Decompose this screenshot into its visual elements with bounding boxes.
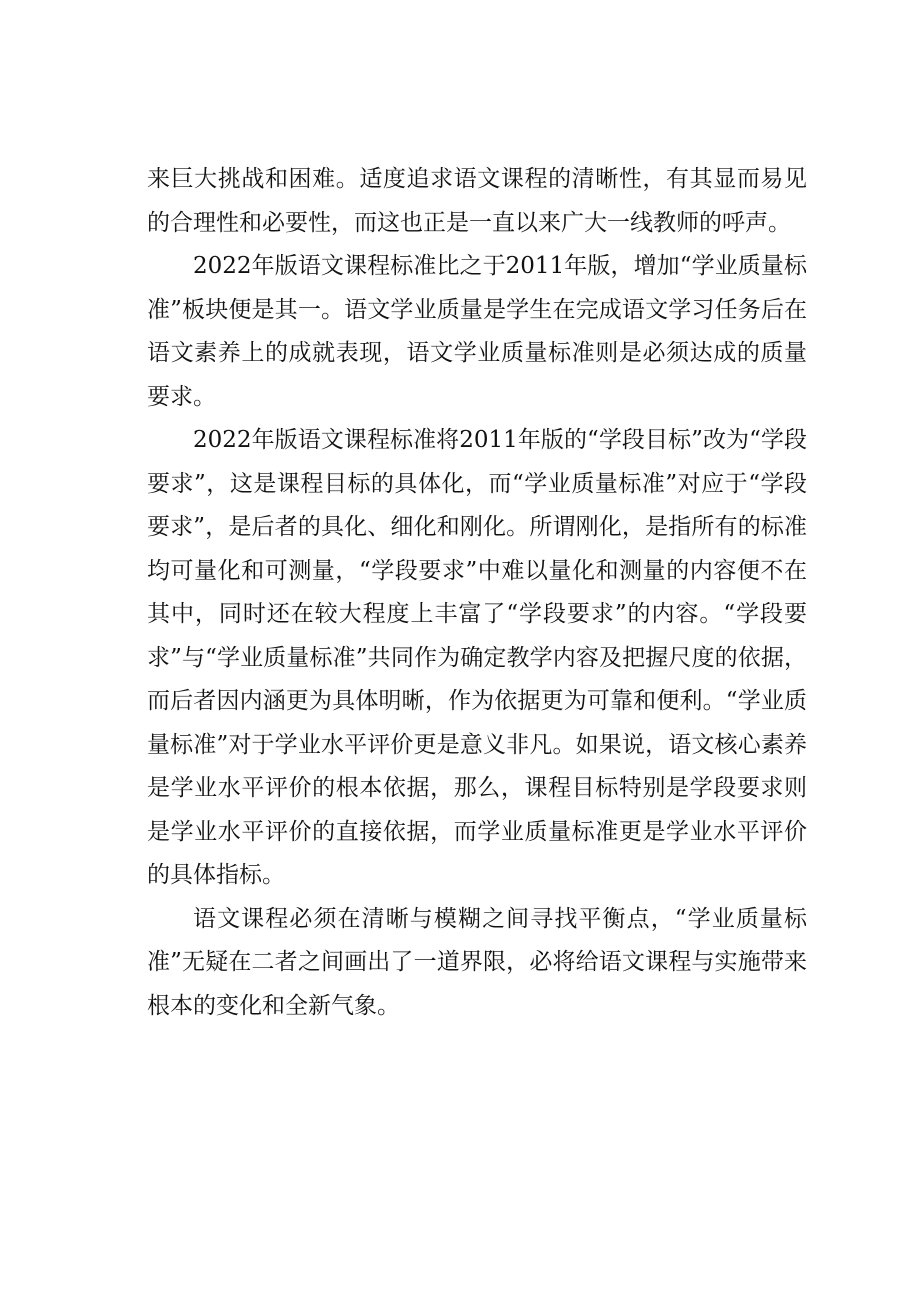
document-page bbox=[147, 158, 807, 1028]
paragraph-2: 2022年版语文课程标准比之于2011年版，增加“学业质量标准”板块便是其一。语文学业质量是学生在完成语文学习任务后在语文素养上的成就表现，语文学业质量标准则是必须达成的质量要求。 bbox=[147, 253, 807, 410]
paragraph-4: 语文课程必须在清晰与模糊之间寻找平衡点，“学业质量标准”无疑在二者之间画出了一道界限，必将给语文课程与实施带来根本的变化和全新气象。 bbox=[147, 905, 807, 1019]
paragraph-1: 来巨大挑战和困难。适度追求语文课程的清晰性，有其显而易见的合理性和必要性，而这也正是一直以来广大一线教师的呼声。 bbox=[147, 166, 807, 236]
paragraph-3: 2022年版语文课程标准将2011年版的“学段目标”改为“学段要求”，这是课程目标的具体化，而“学业质量标准”对应于“学段要求”，是后者的具化、细化和刚化。所谓刚化，是指所有的标准均可量化和可测量，“学段要求”中难以量化和测量的内容便不在其中，同时还在较大程度上丰富了“学段要求”的内容。“学段要求”与“学业质量标准”共同作为确定教学内容及把握尺度的依据，而后者因内涵更为具体明晰，作为依据更为可靠和便利。“学业质量标准”对于学业水平评价更是意义非凡。如果说，语文核心素养是学业水平评价的根本依据，那么，课程目标特别是学段要求则是学业水平评价的直接依据，而学业质量标准更是学业水平评价的具体指标。 bbox=[147, 427, 807, 888]
